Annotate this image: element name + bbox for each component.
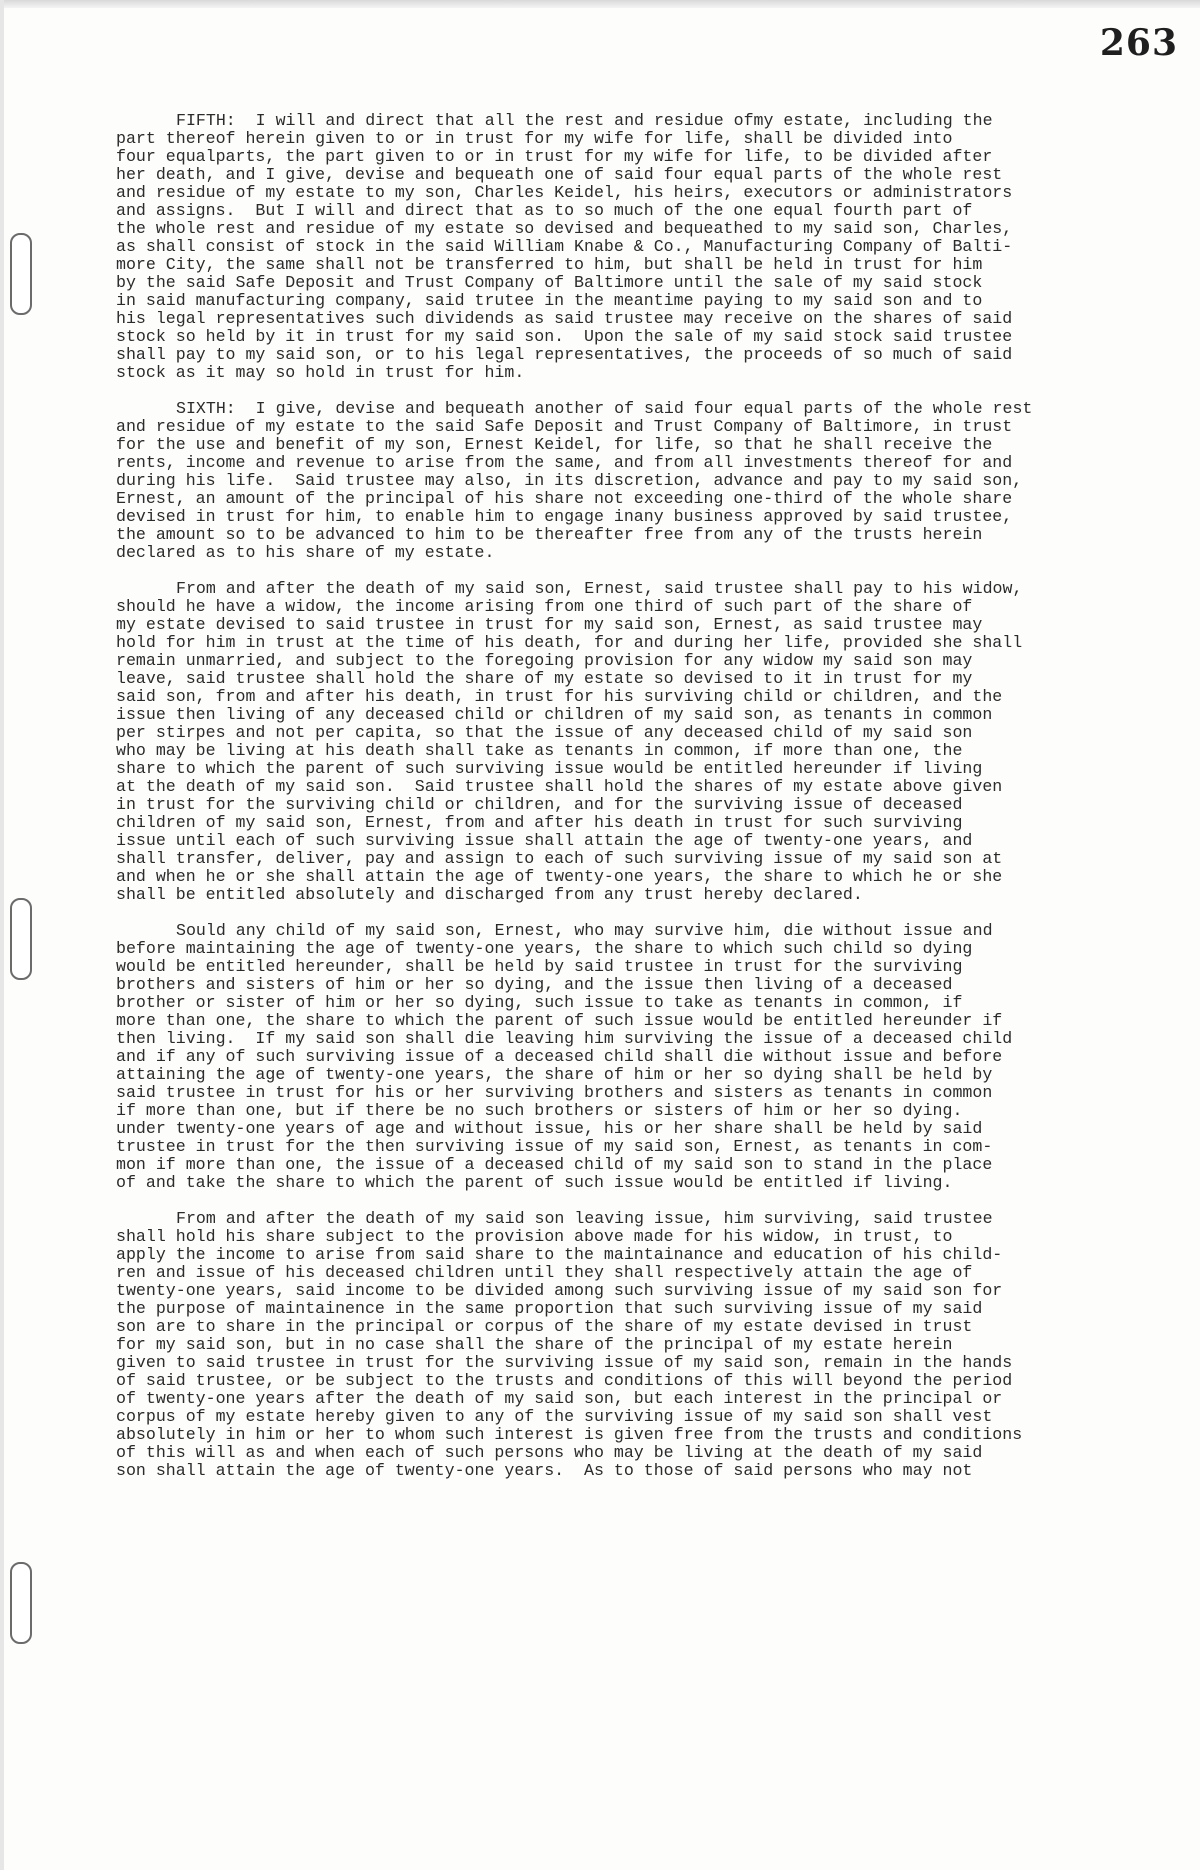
text-line: trustee in trust for the then surviving issue of my said son, Ernest, as tenants in com- [116, 1137, 993, 1156]
text-line: in trust for the surviving child or children, and for the surviving issue of deceased [116, 795, 963, 814]
text-line: son are to share in the principal or corpus of the share of my estate devised in trust [116, 1317, 973, 1336]
text-line: said son, from and after his death, in trust for his surviving child or children, and the [116, 687, 1003, 706]
text-line: the whole rest and residue of my estate so devised and bequeathed to my said son, Charles, [116, 219, 1013, 238]
text-line: From and after the death of my said son, Ernest, said trustee shall pay to his widow, [176, 579, 1023, 598]
paragraph-child-dying [116, 922, 1166, 1192]
text-line: children of my said son, Ernest, from and after his death in trust for such surviving [116, 813, 963, 832]
text-line: Sould any child of my said son, Ernest, who may survive him, die without issue and [176, 921, 993, 940]
page-left-edge [0, 0, 4, 1870]
text-line: would be entitled hereunder, shall be held by said trustee in trust for the surviving [116, 957, 963, 976]
text-line: twenty-one years, said income to be divided among such surviving issue of my said son for [116, 1281, 1003, 1300]
text-line: and if any of such surviving issue of a deceased child shall die without issue and before [116, 1047, 1003, 1066]
text-line: absolutely in him or her to whom such interest is given free from the trusts and conditions [116, 1425, 1023, 1444]
text-line: and assigns. But I will and direct that as to so much of the one equal fourth part of [116, 201, 973, 220]
text-line: before maintaining the age of twenty-one years, the share to which such child so dying [116, 939, 973, 958]
text-line: declared as to his share of my estate. [116, 543, 495, 562]
text-line: then living. If my said son shall die leaving him surviving the issue of a deceased child [116, 1029, 1013, 1048]
text-line: should he have a widow, the income arising from one third of such part of the share of [116, 597, 973, 616]
text-line: brothers and sisters of him or her so dying, and the issue then living of a deceased [116, 975, 953, 994]
paragraph-sixth [116, 400, 1166, 562]
text-line: for my said son, but in no case shall the share of the principal of my estate herein [116, 1335, 953, 1354]
text-line: shall transfer, deliver, pay and assign to each of such surviving issue of my said son at [116, 849, 1003, 868]
text-line: devised in trust for him, to enable him to engage inany business approved by said trustee, [116, 507, 1013, 526]
text-line: Ernest, an amount of the principal of his share not exceeding one-third of the whole share [116, 489, 1013, 508]
text-line: SIXTH: I give, devise and bequeath another of said four equal parts of the whole rest [176, 399, 1033, 418]
text-line: part thereof herein given to or in trust for my wife for life, shall be divided into [116, 129, 953, 148]
text-line: under twenty-one years of age and without issue, his or her share shall be held by said [116, 1119, 983, 1138]
text-line: shall pay to my said son, or to his legal representatives, the proceeds of so much of said [116, 345, 1013, 364]
text-line: ren and issue of his deceased children until they shall respectively attain the age of [116, 1263, 973, 1282]
text-line: corpus of my estate hereby given to any of the surviving issue of my said son shall vest [116, 1407, 993, 1426]
text-line: stock so held by it in trust for my said son. Upon the sale of my said stock said trustee [116, 327, 1013, 346]
text-line: of this will as and when each of such persons who may be living at the death of my said [116, 1443, 983, 1462]
text-line: FIFTH: I will and direct that all the rest and residue ofmy estate, including the [176, 111, 993, 130]
text-line: attaining the age of twenty-one years, the share of him or her so dying shall be held by [116, 1065, 993, 1084]
text-line: and residue of my estate to the said Safe Deposit and Trust Company of Baltimore, in trust [116, 417, 1013, 436]
text-line: rents, income and revenue to arise from the same, and from all investments thereof for and [116, 453, 1013, 472]
text-line: shall be entitled absolutely and discharged from any trust hereby declared. [116, 885, 863, 904]
text-line: mon if more than one, the issue of a deceased child of my said son to stand in the place [116, 1155, 993, 1174]
page-number: 263 [1099, 22, 1178, 64]
paragraph-fifth [116, 112, 1166, 382]
paragraph-issue-surviving [116, 1210, 1166, 1480]
text-line: by the said Safe Deposit and Trust Company of Baltimore until the sale of my said stock [116, 273, 983, 292]
text-line: hold for him in trust at the time of his death, for and during her life, provided she shall [116, 633, 1023, 652]
text-line: given to said trustee in trust for the surviving issue of my said son, remain in the hands [116, 1353, 1013, 1372]
text-line: issue until each of such surviving issue shall attain the age of twenty-one years, and [116, 831, 973, 850]
binder-hole [10, 233, 32, 315]
text-line: more City, the same shall not be transferred to him, but shall be held in trust for him [116, 255, 983, 274]
paragraph-widow-provision [116, 580, 1166, 904]
text-line: From and after the death of my said son leaving issue, him surviving, said trustee [176, 1209, 993, 1228]
text-line: at the death of my said son. Said trustee shall hold the shares of my estate above given [116, 777, 1003, 796]
text-line: more than one, the share to which the parent of such issue would be entitled hereunder if [116, 1011, 1003, 1030]
text-line: the purpose of maintainence in the same proportion that such surviving issue of my said [116, 1299, 983, 1318]
text-line: remain unmarried, and subject to the foregoing provision for any widow my said son may [116, 651, 973, 670]
text-line: as shall consist of stock in the said William Knabe & Co., Manufacturing Company of Balti- [116, 237, 1013, 256]
text-line: son shall attain the age of twenty-one years. As to those of said persons who may not [116, 1461, 973, 1480]
text-line: leave, said trustee shall hold the share of my estate so devised to it in trust for my [116, 669, 973, 688]
page-top-edge [0, 0, 1200, 8]
text-line: my estate devised to said trustee in trust for my said son, Ernest, as said trustee may [116, 615, 983, 634]
text-line: if more than one, but if there be no such brothers or sisters of him or her so dying. [116, 1101, 963, 1120]
text-line: of and take the share to which the parent of such issue would be entitled if living. [116, 1173, 953, 1192]
text-line: in said manufacturing company, said trutee in the meantime paying to my said son and to [116, 291, 983, 310]
text-line: his legal representatives such dividends as said trustee may receive on the shares of said [116, 309, 1013, 328]
text-line: who may be living at his death shall take as tenants in common, if more than one, the [116, 741, 963, 760]
text-line: for the use and benefit of my son, Ernest Keidel, for life, so that he shall receive the [116, 435, 993, 454]
text-line: during his life. Said trustee may also, in its discretion, advance and pay to my said son, [116, 471, 1023, 490]
text-line: apply the income to arise from said share to the maintainance and education of his child- [116, 1245, 1003, 1264]
text-line: the amount so to be advanced to him to be thereafter free from any of the trusts herein [116, 525, 983, 544]
text-line: shall hold his share subject to the provision above made for his widow, in trust, to [116, 1227, 953, 1246]
binder-hole [10, 898, 32, 980]
binder-hole [10, 1562, 32, 1644]
text-line: brother or sister of him or her so dying, such issue to take as tenants in common, if [116, 993, 963, 1012]
text-line: and residue of my estate to my son, Charles Keidel, his heirs, executors or administrators [116, 183, 1013, 202]
text-line: said trustee in trust for his or her surviving brothers and sisters as tenants in common [116, 1083, 993, 1102]
text-line: share to which the parent of such surviving issue would be entitled hereunder if living [116, 759, 983, 778]
text-line: her death, and I give, devise and bequeath one of said four equal parts of the whole rest [116, 165, 1003, 184]
text-line: of said trustee, or be subject to the trusts and conditions of this will beyond the period [116, 1371, 1013, 1390]
text-line: stock as it may so hold in trust for him. [116, 363, 525, 382]
text-line: per stirpes and not per capita, so that the issue of any deceased child of my said son [116, 723, 973, 742]
text-line: of twenty-one years after the death of my said son, but each interest in the principal or [116, 1389, 1003, 1408]
text-line: and when he or she shall attain the age of twenty-one years, the share to which he or she [116, 867, 1003, 886]
document-body [116, 112, 1166, 1498]
text-line: issue then living of any deceased child or children of my said son, as tenants in common [116, 705, 993, 724]
text-line: four equalparts, the part given to or in trust for my wife for life, to be divided after [116, 147, 993, 166]
